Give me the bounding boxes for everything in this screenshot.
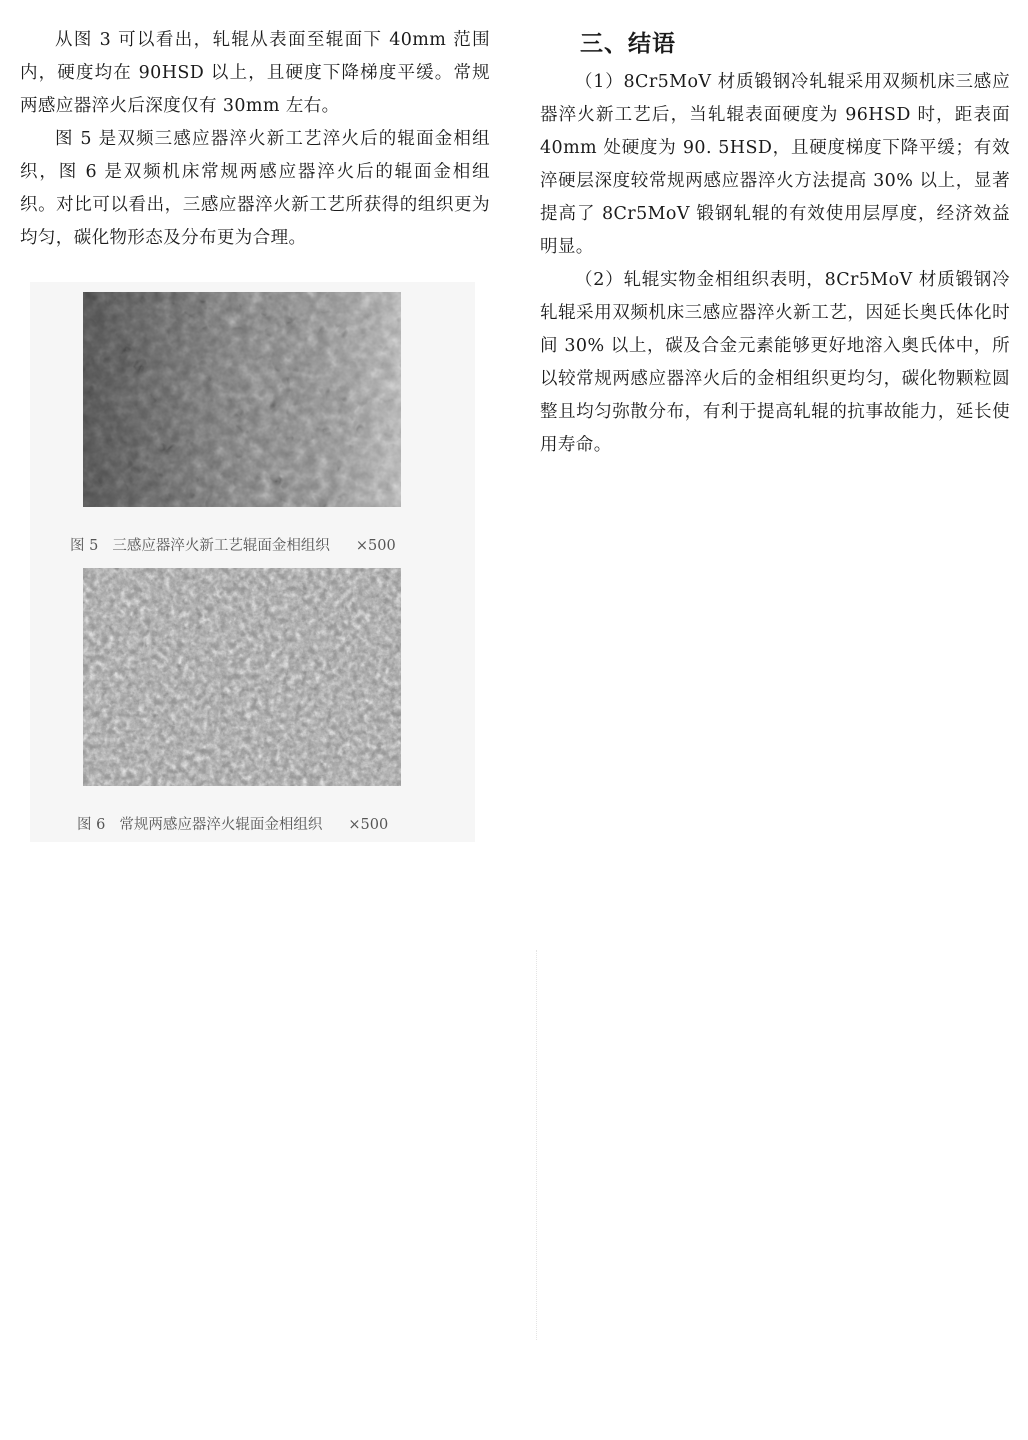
body-paragraph: 图 5 是双频三感应器淬火新工艺淬火后的辊面金相组织，图 6 是双频机床常规两感应器淬火后的辊面金相组织。对比可以看出，三感应器淬火新工艺所获得的组织更为均匀，碳化物形态及分布更为合理。 <box>20 129 490 248</box>
micrograph-image <box>83 568 401 786</box>
conclusion-paragraph: （2）轧辊实物金相组织表明，8Cr5MoV 材质锻钢冷轧辊采用双频机床三感应器淬火新工艺，因延长奥氏体化时间 30% 以上，碳及合金元素能够更好地溶入奥氏体中，所以较常规两感应器淬火后的金相组织更均匀，碳化物颗粒圆整且均匀弥散分布，有利于提高轧辊的抗事故能力，延长使用寿命。 <box>540 270 1010 455</box>
left-column <box>20 24 490 255</box>
magnification-label: ×500 <box>355 538 396 554</box>
magnification-label: ×500 <box>348 817 389 833</box>
figure-caption <box>77 813 388 834</box>
figure-label: 图 6 <box>77 817 106 833</box>
section-heading: 三、结语 <box>580 31 676 57</box>
body-paragraph: 从图 3 可以看出，轧辊从表面至辊面下 40mm 范围内，硬度均在 90HSD 以上，且硬度下降梯度平缓。常规两感应器淬火后深度仅有 30mm 左右。 <box>20 30 490 116</box>
right-column <box>540 24 1010 462</box>
figure-5 <box>30 282 475 562</box>
column-divider <box>536 950 537 1340</box>
figure-caption-text: 三感应器淬火新工艺辊面金相组织 <box>112 538 330 554</box>
conclusion-paragraph: （1）8Cr5MoV 材质锻钢冷轧辊采用双频机床三感应器淬火新工艺后，当轧辊表面硬度为 96HSD 时，距表面 40mm 处硬度为 90. 5HSD，且硬度梯度下降平缓；有效淬硬层深度较常规两感应器淬火方法提高 30% 以上，显著提高了 8Cr5MoV 锻钢轧辊的有效使用层厚度，经济效益明显。 <box>540 72 1010 257</box>
figure-6 <box>30 560 475 842</box>
figure-label: 图 5 <box>70 538 99 554</box>
figure-caption <box>70 534 396 555</box>
figure-caption-text: 常规两感应器淬火辊面金相组织 <box>119 817 323 833</box>
micrograph-image <box>83 292 401 507</box>
